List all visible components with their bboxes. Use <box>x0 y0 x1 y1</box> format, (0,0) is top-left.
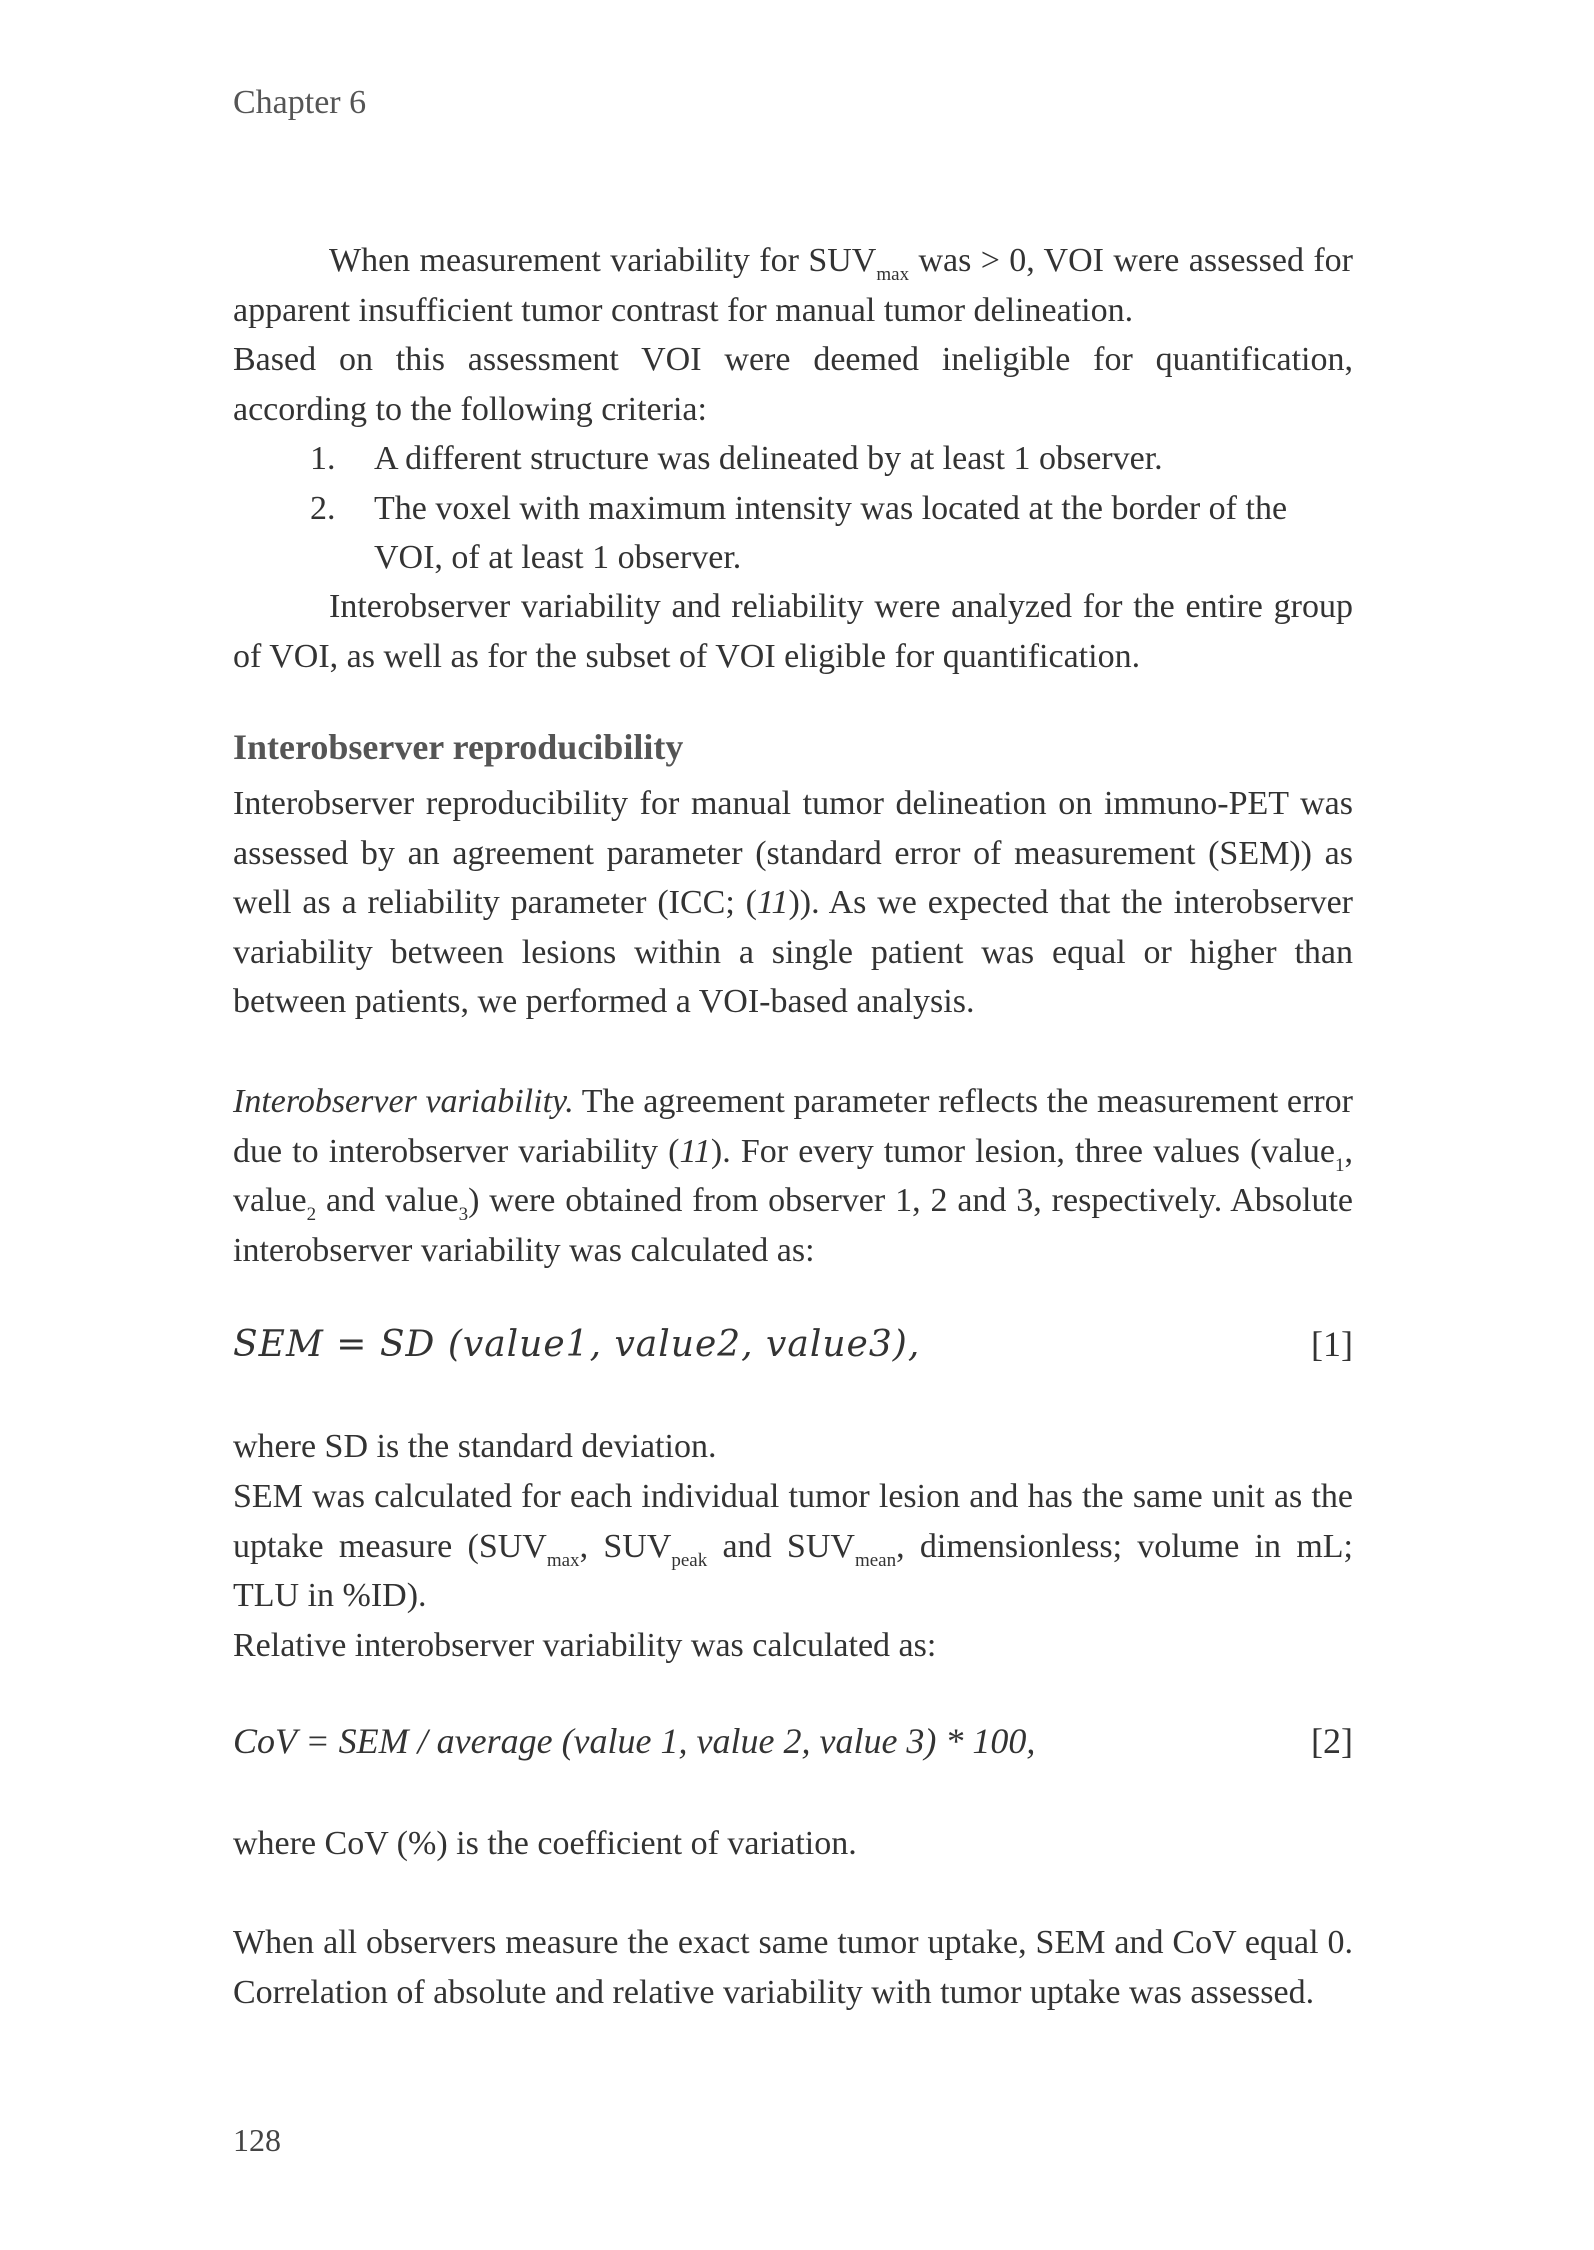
equation-2 <box>233 1720 1353 1762</box>
paragraph-reproducibility: Interobserver reproducibility for manual tumor delineation on immuno-PET was assessed by an agreement parameter (standard error of measurement (SEM)) as well as a reliability parameter (ICC; (11)). As we expected that the interobserver variability between lesions within a single patient was equal or higher than between patients, we performed a VOI-based analysis. <box>233 785 1353 1020</box>
paragraph-correlation: When all observers measure the exact same tumor uptake, SEM and CoV equal 0. Correlation of absolute and relative variability with tumor uptake was assessed. <box>233 1924 1353 2011</box>
paragraph-sem-units: SEM was calculated for each individual tumor lesion and has the same unit as the uptake measure ($SUV_{max}$, $SUV_{peak}$ and $SUV_{mean}$, dimensionless; volume in mL; TLU in %ID). <box>233 1478 1353 1614</box>
criteria-list <box>310 434 1310 583</box>
list-item: 2. The voxel with maximum intensity was located at the border of the VOI, of at least 1 observer. <box>310 489 1288 576</box>
equation-1 <box>233 1323 1353 1365</box>
equation-number: [1] <box>1311 1324 1353 1364</box>
equation-formula: SEM = SD (value1, value2, value3), <box>233 1324 921 1365</box>
paragraph-relative-variability: Relative interobserver variability was calculated as: <box>233 1627 937 1664</box>
section-heading: Interobserver reproducibility <box>233 727 684 767</box>
paragraph-eligibility-criteria-intro: Based on this assessment VOI were deemed ineligible for quantification, according to the following criteria: <box>233 341 1353 428</box>
list-item: 1. A different structure was delineated by at least 1 observer. <box>310 440 1163 477</box>
equation-number: [2] <box>1311 1721 1353 1761</box>
paragraph-cov-definition: where CoV (%) is the coefficient of variation. <box>233 1825 857 1862</box>
paragraph-sd-definition: where SD is the standard deviation. <box>233 1428 717 1465</box>
paragraph-voi-assessment: When measurement variability for $SUV_{max}$ was > 0, VOI were assessed for apparent insufficient tumor contrast for manual tumor delineation. <box>233 242 1353 329</box>
page-number: 128 <box>233 2122 281 2158</box>
running-head: Chapter 6 <box>233 84 367 121</box>
paragraph-interobserver-variability: Interobserver variability. The agreement parameter reflects the measurement error due to interobserver variability (11). For every tumor lesion, three values (value$_1$, value$_2$ and value$_3$) were obtained from observer 1, 2 and 3, respectively. Absolute interobserver variability was calculated as: <box>233 1083 1353 1269</box>
equation-formula: CoV = SEM / average (value 1, value 2, value 3) * 100, <box>233 1721 1036 1761</box>
paragraph-analysis-groups: Interobserver variability and reliability were analyzed for the entire group of VOI, as well as for the subset of VOI eligible for quantification. <box>233 588 1353 675</box>
